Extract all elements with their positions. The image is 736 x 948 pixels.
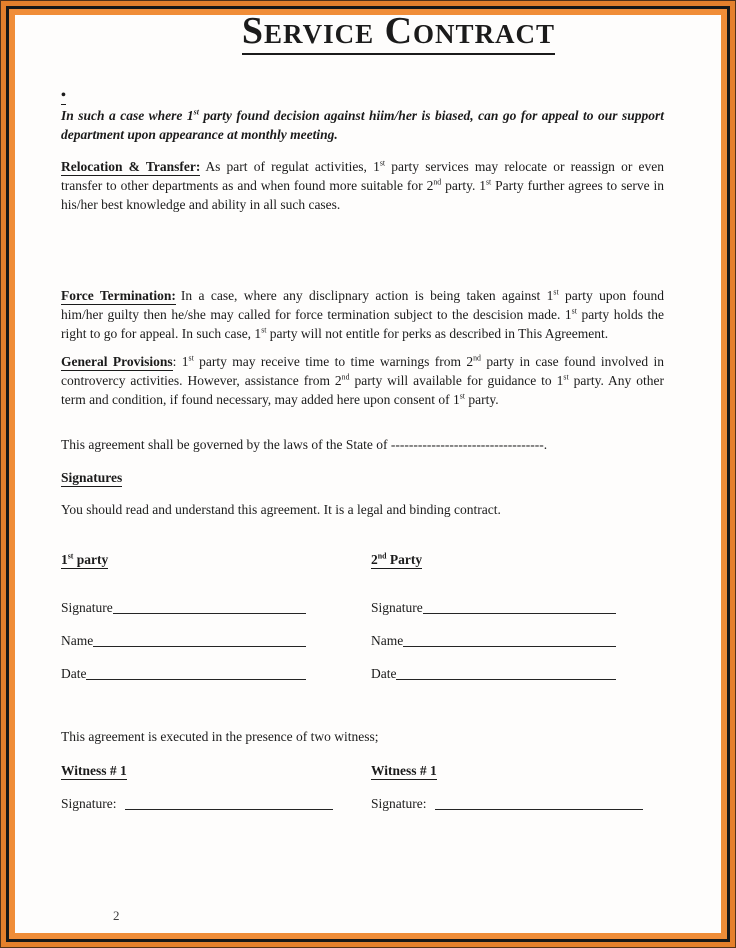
signature-fields-row [61, 598, 664, 617]
witness-intro-line: This agreement is executed in the presence of two witness; [61, 729, 379, 744]
relocation-transfer-clause [61, 157, 664, 214]
bullet-marker: • [61, 88, 66, 103]
force-termination-clause [61, 286, 664, 343]
page-frame-pinstripe [6, 6, 730, 942]
witness-1-left-heading: Witness # 1 [61, 763, 127, 778]
relocation-transfer-heading: Relocation & Transfer: [61, 159, 201, 174]
second-party-name-field: Name [371, 631, 616, 650]
name-blank-line [93, 646, 306, 647]
general-provisions-clause [61, 352, 664, 409]
second-party-heading: 2nd Party [371, 551, 423, 567]
general-provisions-heading: General Provisions [61, 354, 173, 369]
signature-blank-line [423, 613, 616, 614]
appeal-clause: In such a case where 1st party found decision against hiim/her is biased, can go for appeal to our support department upon appearance at monthly meeting. [61, 107, 664, 142]
governing-law-line: This agreement shall be governed by the laws of the State of ----------------------------------. [61, 437, 548, 452]
witness-headings-row [61, 761, 664, 780]
contract-page [15, 15, 721, 933]
date-blank-line [86, 679, 306, 680]
witness-signature-blank-line [435, 809, 644, 810]
page-title [133, 15, 664, 53]
signatures-section-heading: Signatures [61, 470, 123, 485]
relocation-transfer-body: As part of regulat activities, 1st party services may relocate or reassign or even transfer to other departments as and when found more suitable for 2nd party. 1st Party further agrees to serve in his/her best knowledge and ability in all such cases. [61, 158, 664, 212]
witness-signature-blank-line [125, 809, 334, 810]
second-party-signature-field: Signature [371, 598, 616, 617]
first-party-date-field: Date [61, 664, 306, 683]
page-title-text: Service Contract [242, 15, 555, 55]
binding-contract-notice: You should read and understand this agreement. It is a legal and binding contract. [61, 502, 501, 517]
force-termination-heading: Force Termination: [61, 288, 176, 303]
witness-signature-row [61, 794, 664, 813]
name-fields-row [61, 631, 664, 650]
party-headings-row [61, 550, 664, 569]
date-blank-line [396, 679, 616, 680]
witness-right-signature-field: Signature: [371, 794, 643, 813]
first-party-signature-field: Signature [61, 598, 306, 617]
bullet-marker-row [61, 88, 664, 104]
witness-1-right-heading: Witness # 1 [371, 763, 437, 778]
general-provisions-body: : 1st party may receive time to time warnings from 2nd party in case found involved in controvercy activities. However, assistance from 2nd party will available for guidance to 1st party. Any other term and condition, if found necessary, may added here upon consent of 1st party. [61, 353, 664, 407]
second-party-date-field: Date [371, 664, 616, 683]
first-party-name-field: Name [61, 631, 306, 650]
witness-left-signature-field: Signature: [61, 794, 333, 813]
page-number: 2 [113, 908, 120, 923]
force-termination-body: In a case, where any disclipnary action is being taken against 1st party upon found him/her guilty then he/she may called for force termination subject to the descision made. 1st party holds the right to go for appeal. In such case, 1st party will not entitle for perks as described in This Agreement. [61, 287, 664, 341]
signature-blank-line [113, 613, 306, 614]
name-blank-line [403, 646, 616, 647]
first-party-heading: 1st party [61, 551, 109, 567]
date-fields-row [61, 664, 664, 683]
